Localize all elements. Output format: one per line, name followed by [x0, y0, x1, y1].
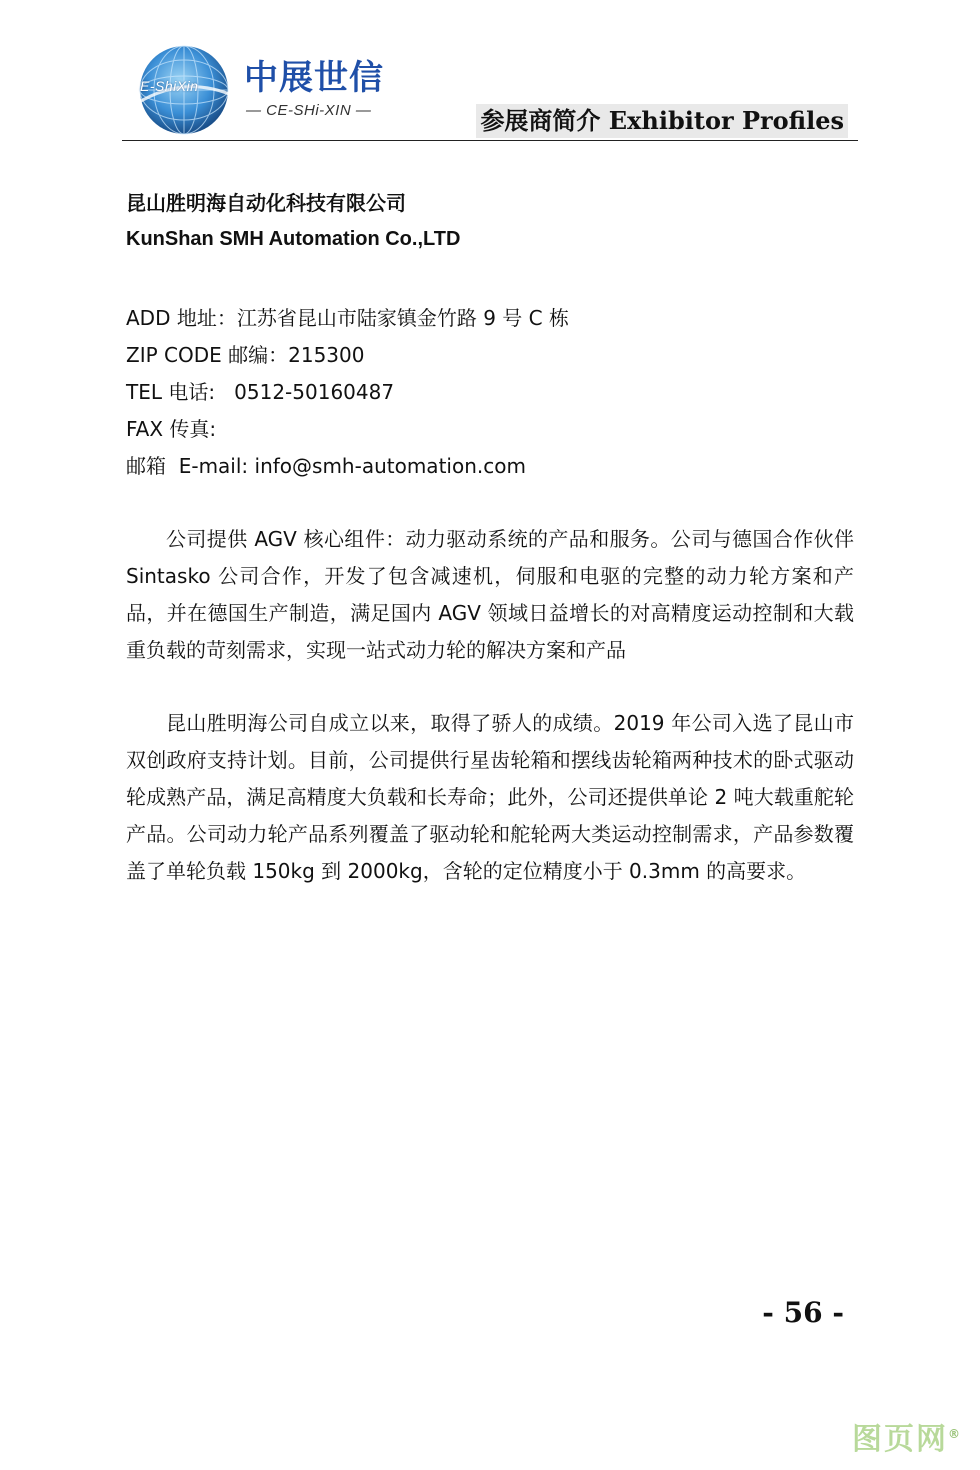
registered-mark: ®	[948, 1427, 962, 1441]
address-line: ADD 地址：江苏省昆山市陆家镇金竹路 9 号 C 栋	[126, 306, 569, 330]
header-divider	[122, 140, 858, 141]
profile-content	[126, 186, 854, 910]
logo	[134, 44, 404, 136]
paragraph-achievements: 昆山胜明海公司自成立以来，取得了骄人的成绩。2019 年公司入选了昆山市双创政府支持计划。目前，公司提供行星齿轮箱和摆线齿轮箱两种技术的卧式驱动轮成熟产品，满足高精度大负载和长寿命；此外，公司还提供单论 2 吨大载重舵轮产品。公司动力轮产品系列覆盖了驱动轮和舵轮两大类运动控制需求，产品参数覆盖了单轮负载 150kg 到 2000kg，含轮的定位精度小于 0.3mm 的高要求。	[126, 711, 854, 883]
contact-block	[126, 300, 854, 485]
fax-line: FAX 传真:	[126, 417, 217, 441]
watermark	[852, 1414, 962, 1458]
watermark-text: 图页网	[852, 1422, 948, 1457]
company-name-cn: 昆山胜明海自动化科技有限公司	[126, 191, 406, 215]
logo-english-name: — CE-SHi-XIN —	[246, 102, 372, 119]
company-name-en: KunShan SMH Automation Co.,LTD	[126, 228, 461, 250]
paragraph-products: 公司提供 AGV 核心组件：动力驱动系统的产品和服务。公司与德国合作伙伴 Sintasko 公司合作，开发了包含减速机，伺服和电驱的完整的动力轮方案和产品，并在德国生产制造，满足国内 AGV 领域日益增长的对高精度运动控制和大载重负载的苛刻需求，实现一站式动力轮的解决方案和产品	[126, 527, 854, 662]
page-number: - 56 -	[762, 1296, 844, 1329]
tel-line: TEL 电话: 0512-50160487	[126, 380, 395, 404]
logo-chinese-name: 中展世信	[244, 58, 384, 98]
email-line: 邮箱 E-mail: info@smh-automation.com	[126, 454, 526, 478]
section-tag: 参展商简介 Exhibitor Profiles	[476, 104, 848, 138]
logo-label: E-ShiXin	[140, 78, 199, 94]
zip-line: ZIP CODE 邮编：215300	[126, 343, 365, 367]
